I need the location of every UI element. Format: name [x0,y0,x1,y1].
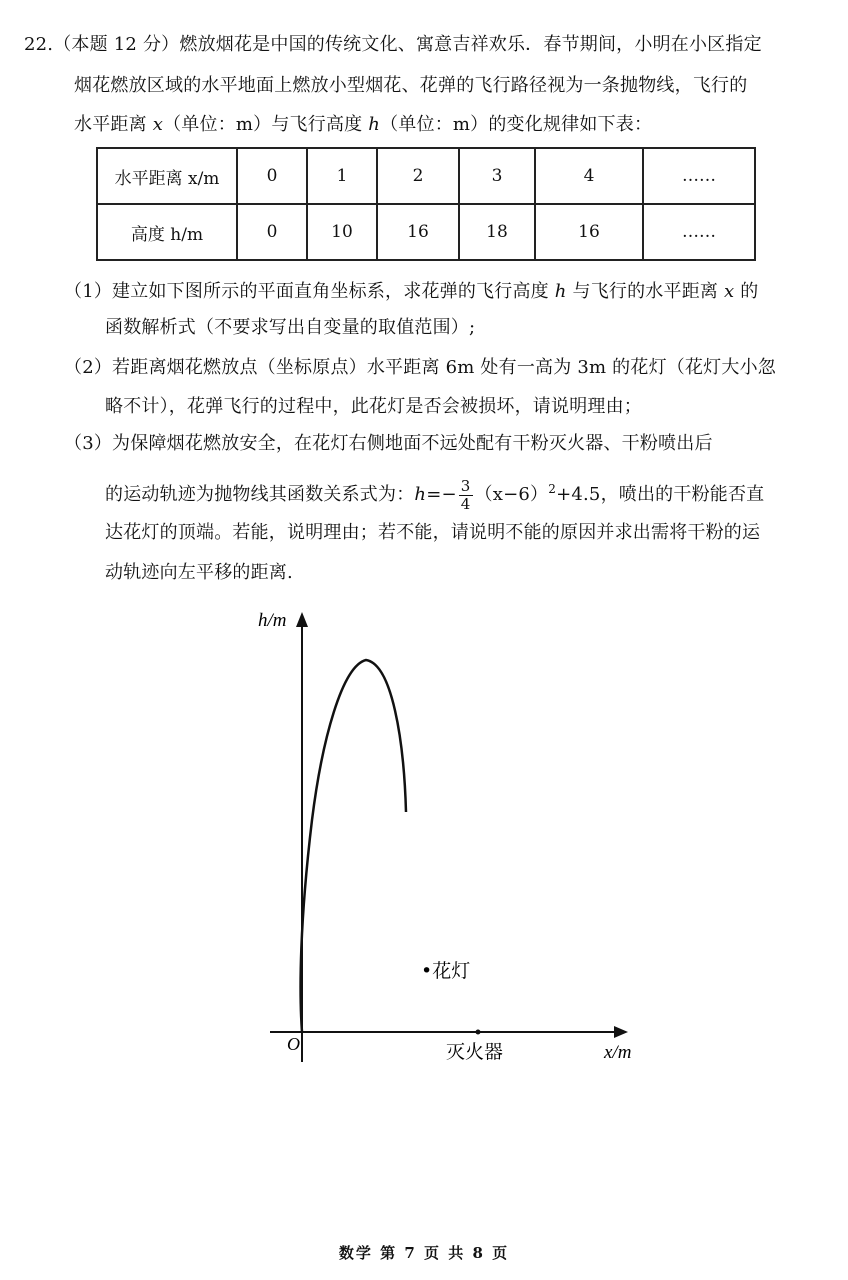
q3-line-3: 达花灯的顶端。若能，说明理由；若不能，请说明不能的原因并求出需将干粉的运 [105,522,761,543]
exponent: 2 [548,482,557,496]
fraction-numerator: 3 [460,476,471,495]
text-segment: （1）建立如下图所示的平面直角坐标系，求花弹的飞行高度 [64,281,555,302]
variable-h: h [554,281,567,302]
text-segment: +4.5 [556,484,601,505]
table-cell: 16 [377,204,459,260]
text-segment: =− [426,484,457,505]
table-cell: 4 [535,148,643,204]
q2-line-1: （2）若距离烟花燃放点（坐标原点）水平距离 6m 处有一高为 3m 的花灯（花灯大小忽 [64,357,776,378]
y-axis-arrow [296,612,308,627]
y-axis-label: h/m [258,610,287,631]
variable-h: h [368,114,381,135]
text-segment: （单位：m）的变化规律如下表： [380,114,653,135]
variable-x: x [724,281,735,302]
page-footer: 数学 第 7 页 共 8 页 [338,1244,510,1262]
table-cell: …… [643,204,755,260]
problem-line-2: 烟花燃放区域的水平地面上燃放小型烟花、花弹的飞行路径视为一条抛物线，飞行的 [74,75,748,96]
extinguisher-label: 灭火器 [446,1041,504,1063]
text-segment: 的运动轨迹为抛物线其函数关系式为： [105,484,415,505]
x-axis-arrow [614,1026,628,1038]
text-segment: ，喷出的干粉能否直 [600,484,765,505]
table-cell: 18 [459,204,535,260]
text-segment: 与飞行的水平距离 [566,281,725,302]
q3-line-4: 动轨迹向左平移的距离. [105,562,293,583]
fraction-denominator: 4 [460,494,471,513]
table-cell: 1 [307,148,377,204]
x-axis-label: x/m [604,1042,632,1063]
q1-line-2: 函数解析式（不要求写出自变量的取值范围）; [105,317,476,338]
table-cell: …… [643,148,755,204]
variable-h: h [414,484,427,505]
lantern-label: •花灯 [421,960,471,982]
table-cell: 16 [535,204,643,260]
table-cell: 0 [237,148,307,204]
origin-label: O [287,1034,300,1054]
text-segment: （x−6） [474,484,549,505]
q2-line-2: 略不计），花弹飞行的过程中，此花灯是否会被损坏，请说明理由； [105,396,642,417]
problem-line-1: 22.（本题 12 分）燃放烟花是中国的传统文化、寓意吉祥欢乐．春节期间，小明在小区指定 [24,34,762,55]
text-segment: 水平距离 [74,114,153,135]
firework-trajectory-curve [301,660,406,1032]
text-segment: （单位：m）与飞行高度 [163,114,369,135]
variable-x: x [152,114,164,135]
q3-line-1: （3）为保障烟花燃放安全，在花灯右侧地面不远处配有干粉灭火器、干粉喷出后 [64,433,713,454]
table-cell: 3 [459,148,535,204]
extinguisher-point [476,1030,481,1035]
table-cell: 2 [377,148,459,204]
table-cell: 0 [237,204,307,260]
table-header-cell: 高度 h/m [97,204,237,260]
table-header-cell: 水平距离 x/m [97,148,237,204]
text-segment: 的 [734,281,759,302]
table-cell: 10 [307,204,377,260]
